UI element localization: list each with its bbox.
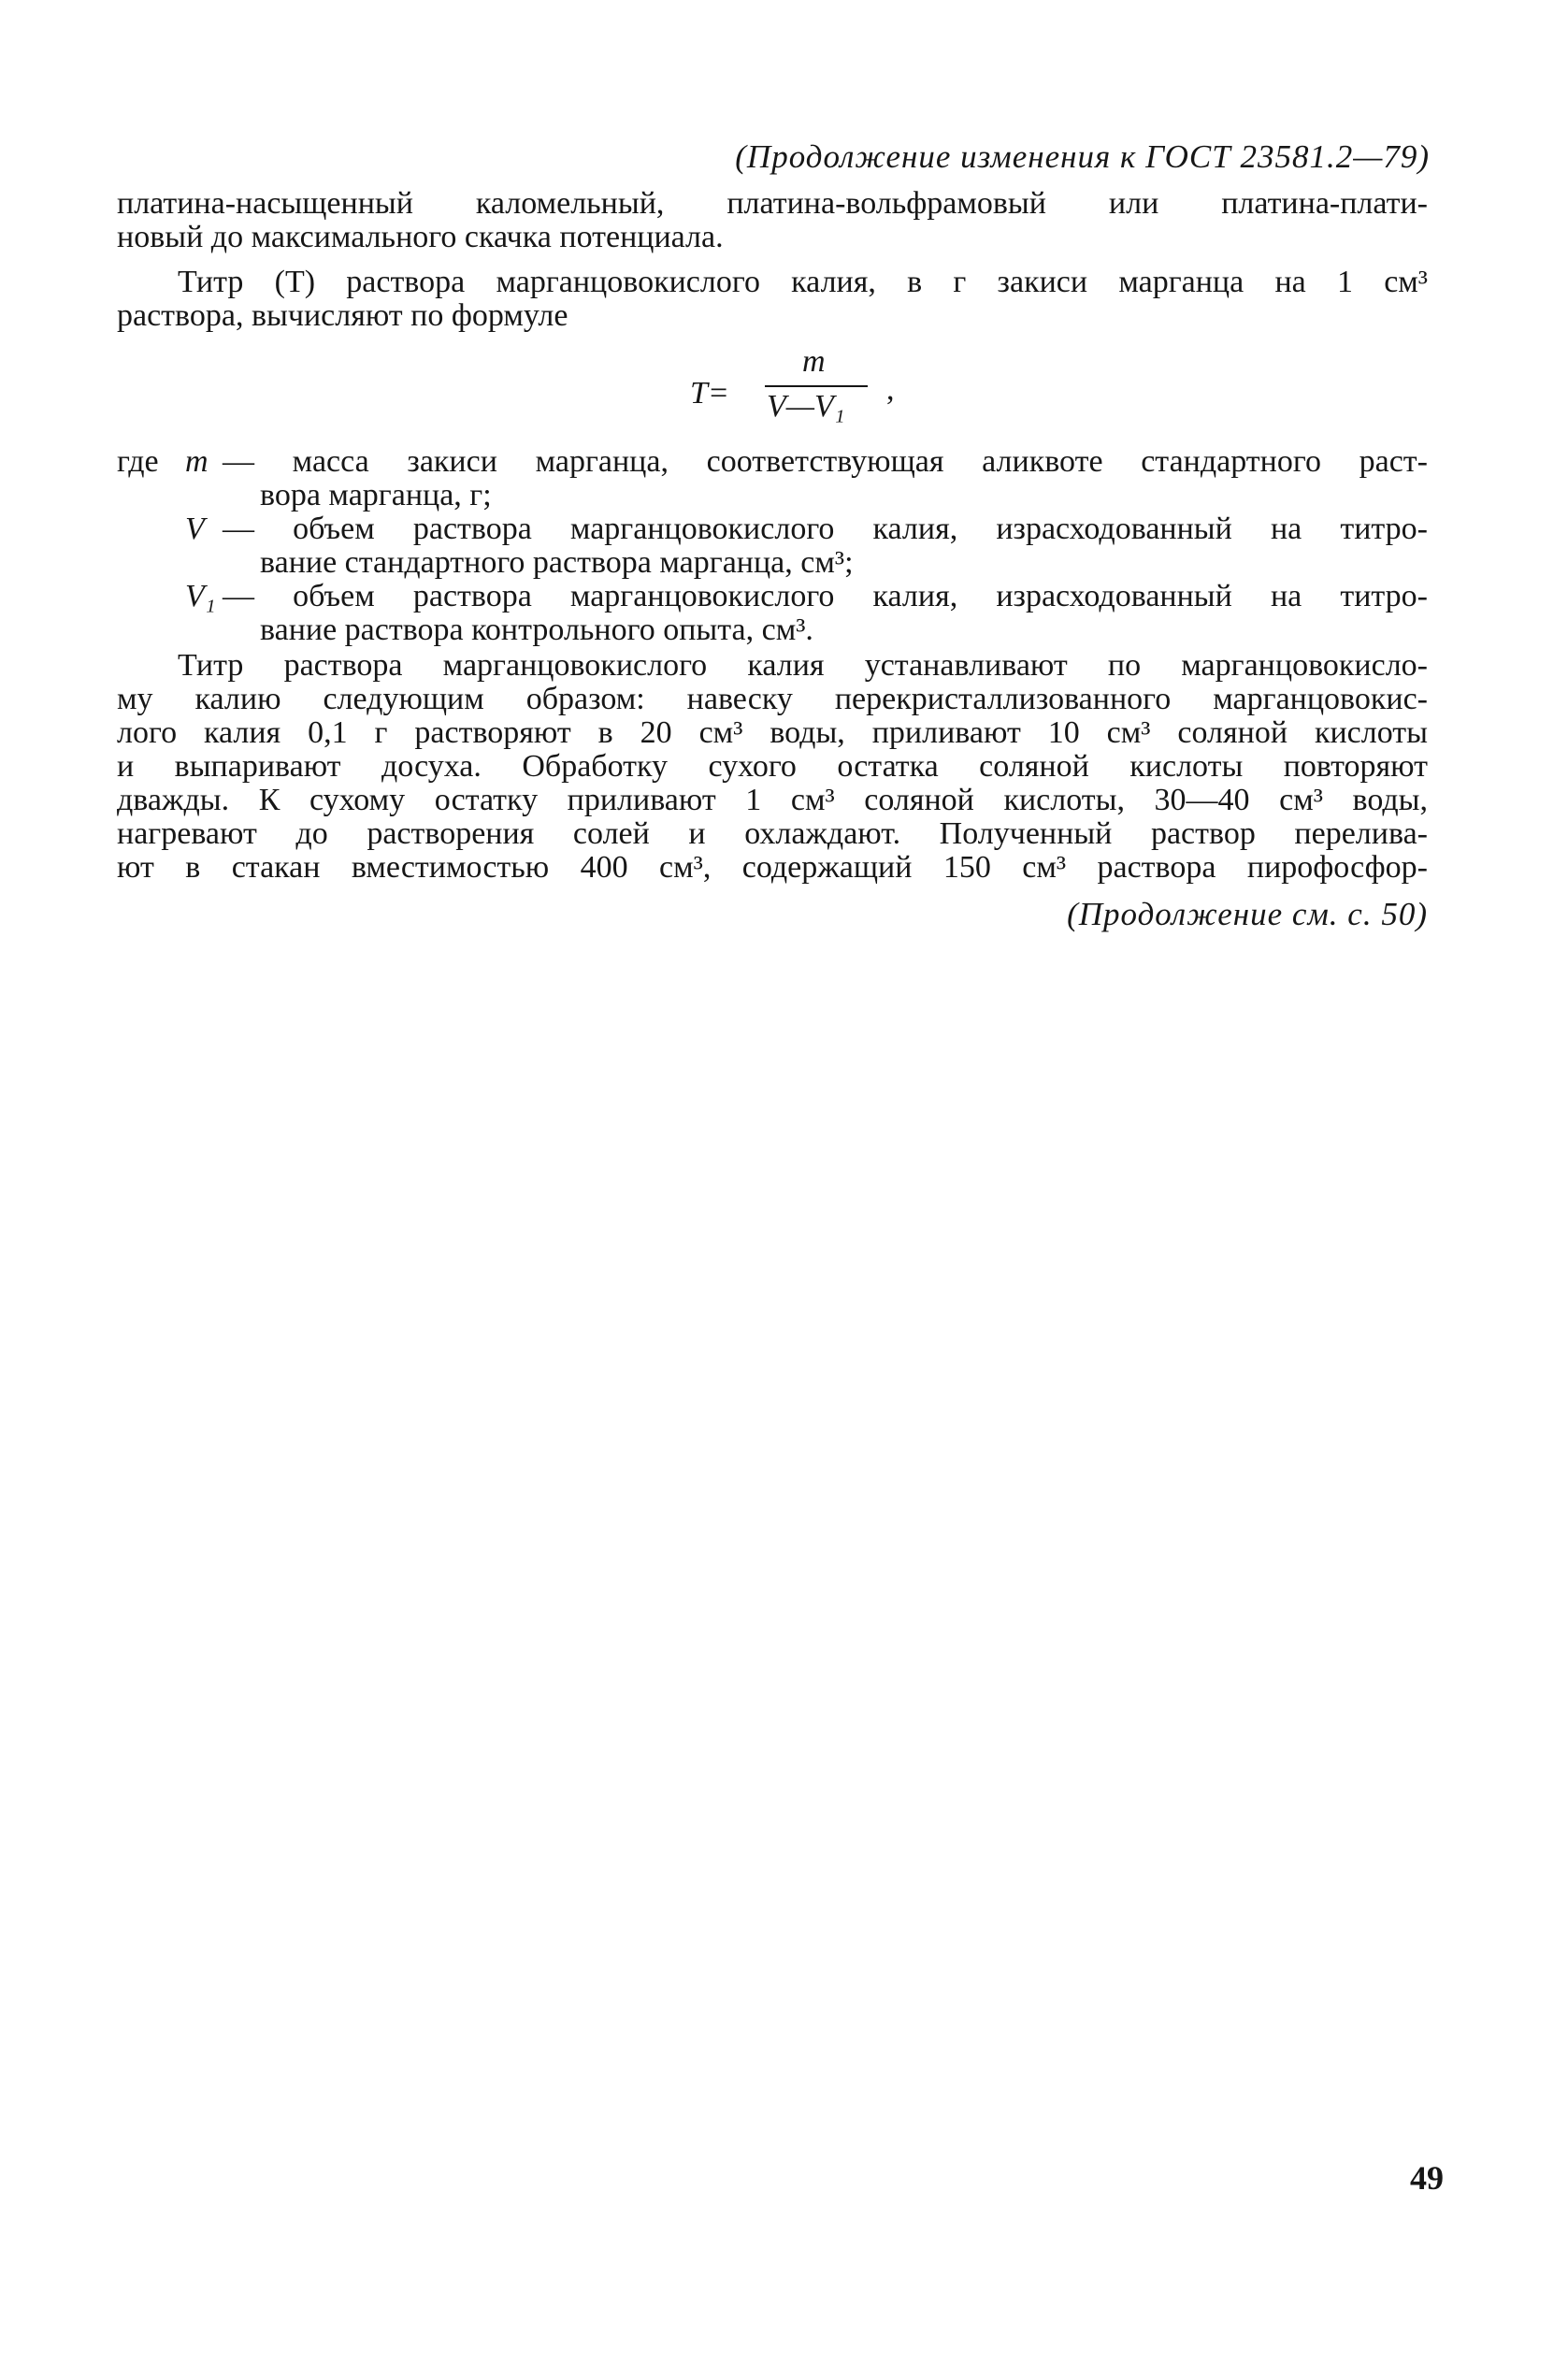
- text-line: новый до максимального скачка потенциала.: [117, 220, 724, 254]
- page-number: 49: [1410, 2159, 1444, 2197]
- definition-line: вание раствора контрольного опыта, см³.: [260, 613, 813, 647]
- text-line: Титр (T) раствора марганцовокислого калия, в г закиси марганца на 1 см³: [178, 265, 1428, 299]
- text-line: раствора, вычисляют по формуле: [117, 298, 568, 333]
- fraction-bar: [765, 385, 868, 387]
- definitions-intro: где: [117, 444, 159, 479]
- symbol-V1: V₁: [185, 579, 216, 613]
- text-line: нагревают до растворения солей и охлаждают. Полученный раствор перелива-: [117, 816, 1428, 851]
- symbol-m: m: [185, 444, 209, 479]
- definition-line: — объем раствора марганцовокислого калия, израсходованный на титро-: [223, 579, 1428, 613]
- titer-formula: [690, 344, 914, 438]
- text-line: Титр раствора марганцовокислого калия устанавливают по марганцовокисло-: [178, 648, 1428, 683]
- text-line: ют в стакан вместимостью 400 см³, содержащий 150 см³ раствора пирофосфор-: [117, 850, 1428, 885]
- definition-line: вора марганца, г;: [260, 478, 492, 512]
- formula-lhs: T=: [690, 376, 729, 411]
- text-line: дважды. К сухому остатку приливают 1 см³ соляной кислоты, 30—40 см³ воды,: [117, 783, 1428, 817]
- text-line: и выпаривают досуха. Обработку сухого остатка соляной кислоты повторяют: [117, 749, 1428, 784]
- text-line: му калию следующим образом: навеску перекристаллизованного марганцовокис-: [117, 682, 1428, 716]
- symbol-V: V: [185, 512, 205, 546]
- text-line: лого калия 0,1 г растворяют в 20 см³ воды, приливают 10 см³ соляной кислоты: [117, 715, 1428, 750]
- formula-denominator: V—V₁: [767, 389, 845, 424]
- running-header: (Продолжение изменения к ГОСТ 23581.2—79): [735, 138, 1430, 175]
- continuation-note: (Продолжение см. с. 50): [1067, 896, 1428, 932]
- formula-numerator: m: [802, 344, 826, 379]
- text-line: платина-насыщенный каломельный, платина-вольфрамовый или платина-плати-: [117, 186, 1428, 221]
- definition-line: вание стандартного раствора марганца, см³;: [260, 545, 854, 580]
- formula-comma: ,: [886, 372, 895, 407]
- definition-line: — масса закиси марганца, соответствующая аликвоте стандартного раст-: [223, 444, 1428, 479]
- definition-line: — объем раствора марганцовокислого калия, израсходованный на титро-: [223, 512, 1428, 546]
